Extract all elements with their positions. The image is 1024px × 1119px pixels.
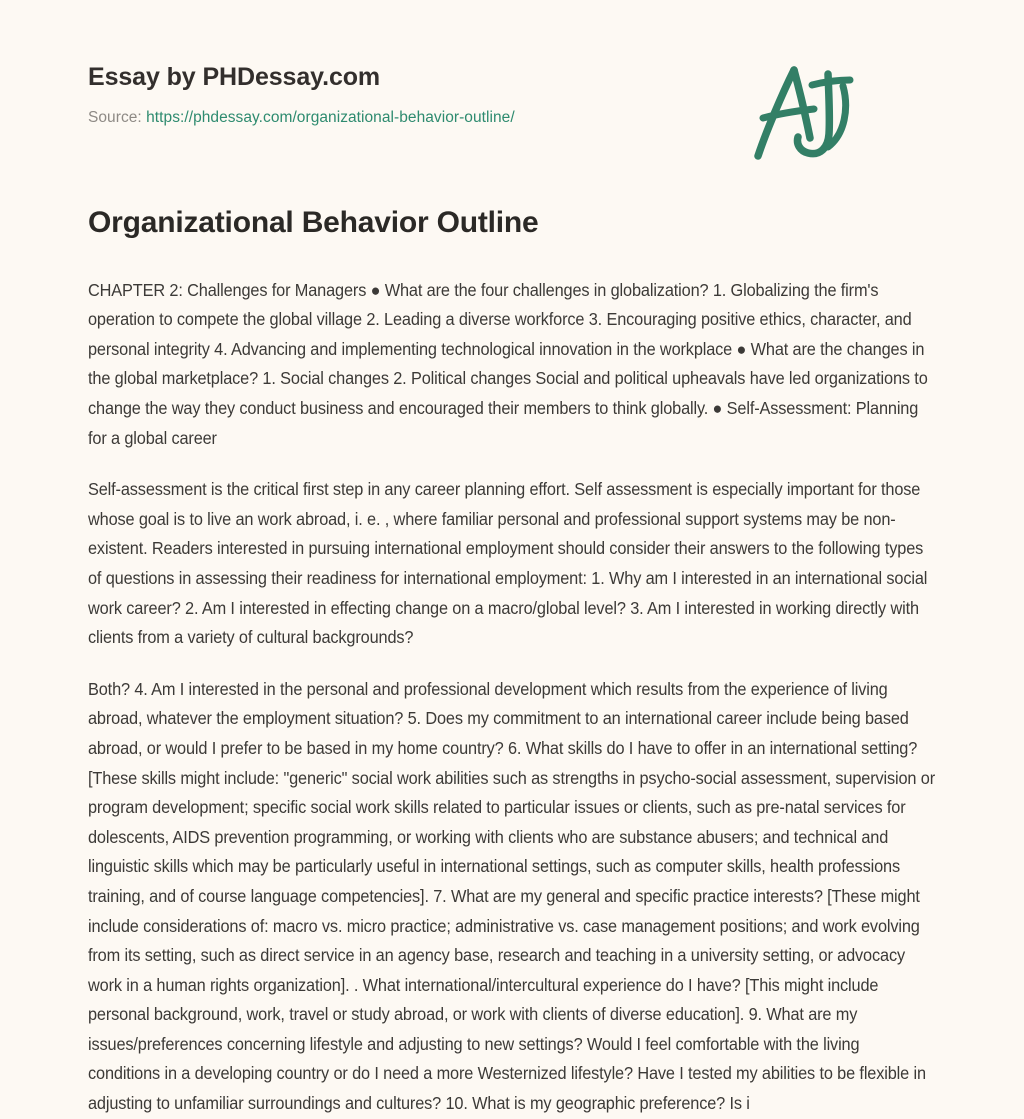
paragraph-2: Self-assessment is the critical first step in any career planning effort. Self assessment is especially important for those whose goal is to live an work abroad, i. e. , where familiar personal and professional support systems may be non-existent. Readers interested in pursuing international employment should consider their answers to the following types of questions in assessing their readiness for international employment: 1. Why am I interested in an international social work career? 2. Am I interested in effecting change on a macro/global level? 3. Am I interested in working directly with clients from a variety of cultural backgrounds? — [88, 480, 928, 648]
source-url-link[interactable]: https://phdessay.com/organizational-behavior-outline/ — [146, 109, 515, 126]
essay-body — [88, 276, 936, 1119]
page-header — [88, 0, 936, 128]
page-title: Organizational Behavior Outline — [88, 206, 539, 240]
brand-title: Essay by PHDessay.com — [88, 63, 381, 91]
paragraph-3: Both? 4. Am I interested in the personal and professional development which results from the experience of living abroad, whatever the employment situation? 5. Does my commitment to an international career include being based abroad, or would I prefer to be based in my home country? 6. What skills do I have to offer in an international setting? [These skills might include: "generic" social work abilities such as strengths in psycho-social assessment, supervision or program development; specific social work skills related to particular issues or clients, such as pre-natal services for dolescents, AIDS prevention programming, or working with clients who are substance abusers; and technical and linguistic skills which may be particularly useful in international settings, such as computer skills, health professions training, and of course language competencies]. 7. What are my general and specific practice interests? [These might include considerations of: macro vs. micro practice; administrative vs. case management positions; and work evolving from its setting, such as direct service in an agency base, research and teaching in a university setting, or advocacy work in a human rights organization]. . What international/intercultural experience do I have? [This might include personal background, work, travel or study abroad, or work with clients of diverse education]. 9. What are my issues/preferences concerning lifestyle and adjusting to new settings? Would I feel comfortable with the living conditions in a developing country or do I need a more Westernized lifestyle? Have I tested my abilities to be flexible in adjusting to unfamiliar surroundings and cultures? 10. What is my geographic preference? Is i — [88, 679, 935, 1114]
paragraph-1: CHAPTER 2: Challenges for Managers ● What are the four challenges in globalization? 1. Globalizing the firm's operation to compete the global village 2. Leading a diverse workforce 3. Encouraging positive ethics, character, and personal integrity 4. Advancing and implementing technological innovation in the workplace ● What are the changes in the global marketplace? 1. Social changes 2. Political changes Social and political upheavals have led organizations to change the way they conduct business and encouraged their members to think globally. ● Self-Assessment: Planning for a global career — [88, 280, 928, 448]
a-plus-logo-svg — [744, 52, 864, 167]
a-plus-logo-icon — [744, 52, 864, 167]
source-label: Source: — [88, 109, 142, 126]
